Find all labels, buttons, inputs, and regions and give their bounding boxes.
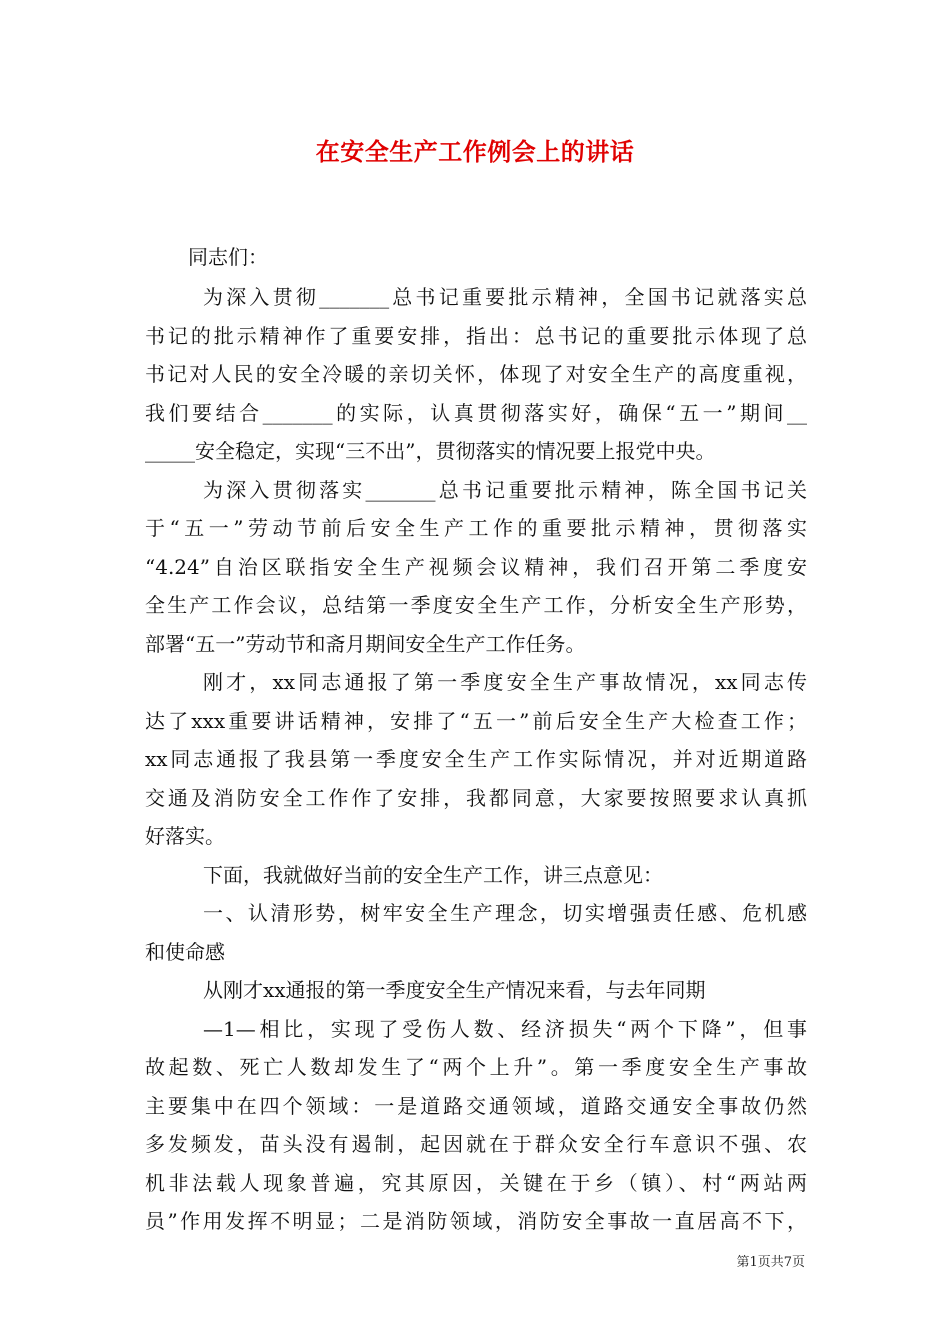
paragraph-line: —1—相比，实现了受伤人数、经济损失“两个下降”，但事 — [203, 1016, 807, 1041]
section-heading-1 — [145, 894, 807, 971]
paragraph-line: 主要集中在四个领域：一是道路交通领域，道路交通安全事故仍然 — [145, 1093, 807, 1118]
paragraph-line: 故起数、死亡人数却发生了“两个上升”。第一季度安全生产事故 — [145, 1055, 807, 1079]
document-body — [145, 236, 807, 1241]
paragraph-line: 机非法载人现象普遍，究其原因，关键在于乡（镇）、村“两站两 — [145, 1170, 807, 1195]
document-title: 在安全生产工作例会上的讲话 — [315, 137, 635, 166]
paragraph-line: 员”作用发挥不明显；二是消防领域，消防安全事故一直居高不下， — [145, 1209, 807, 1233]
paragraph-line: 全生产工作会议，总结第一季度安全生产工作，分析安全生产形势， — [145, 593, 807, 617]
paragraph-2 — [145, 471, 807, 664]
paragraph-line: 为深入贯彻落实_______总书记重要批示精神，陈全国书记关 — [203, 477, 807, 502]
paragraph-line: 我们要结合_______的实际，认真贯彻落实好，确保“五一”期间__ — [145, 400, 807, 425]
paragraph-line: 多发频发，苗头没有遏制，起因就在于群众安全行车意识不强、农 — [145, 1132, 807, 1156]
paragraph-line: 部署“五一”劳动节和斋月期间安全生产工作任务。 — [145, 631, 586, 656]
paragraph-line: 好落实。 — [145, 824, 225, 848]
greeting: 同志们： — [188, 245, 268, 269]
paragraph-line: 一、认清形势，树牢安全生产理念，切实增强责任感、危机感 — [203, 901, 807, 925]
paragraph-7 — [145, 1010, 807, 1241]
paragraph-line: 达了xxx重要讲话精神，安排了“五一”前后安全生产大检查工作； — [145, 708, 807, 733]
paragraph-line: 从刚才xx通报的第一季度安全生产情况来看，与去年同期 — [203, 978, 706, 1002]
paragraph-line: “4.24”自治区联指安全生产视频会议精神，我们召开第二季度安 — [145, 554, 807, 579]
paragraph-line: 于“五一”劳动节前后安全生产工作的重要批示精神，贯彻落实 — [145, 516, 807, 540]
paragraph-4 — [145, 856, 807, 895]
paragraph-6 — [145, 971, 807, 1010]
paragraph-line: 为深入贯彻_______总书记重要批示精神，全国书记就落实总 — [203, 285, 807, 309]
paragraph-line: xx同志通报了我县第一季度安全生产工作实际情况，并对近期道路 — [145, 747, 807, 771]
paragraph-line: _____安全稳定，实现“三不出”，贯彻落实的情况要上报党中央。 — [145, 439, 716, 463]
paragraph-1 — [145, 278, 807, 471]
paragraph-line: 交通及消防安全工作作了安排，我都同意，大家要按照要求认真抓 — [145, 785, 807, 810]
paragraph-line: 和使命感 — [145, 939, 225, 964]
page-number: 第1页共7页 — [736, 1255, 805, 1270]
paragraph-3 — [145, 663, 807, 856]
paragraph-line: 书记的批示精神作了重要安排，指出：总书记的重要批示体现了总 — [145, 323, 807, 348]
paragraph-line: 下面，我就做好当前的安全生产工作，讲三点意见： — [203, 862, 663, 887]
paragraph-line: 刚才，xx同志通报了第一季度安全生产事故情况，xx同志传 — [203, 670, 807, 694]
paragraph-line: 书记对人民的安全冷暖的亲切关怀，体现了对安全生产的高度重视， — [145, 362, 807, 386]
